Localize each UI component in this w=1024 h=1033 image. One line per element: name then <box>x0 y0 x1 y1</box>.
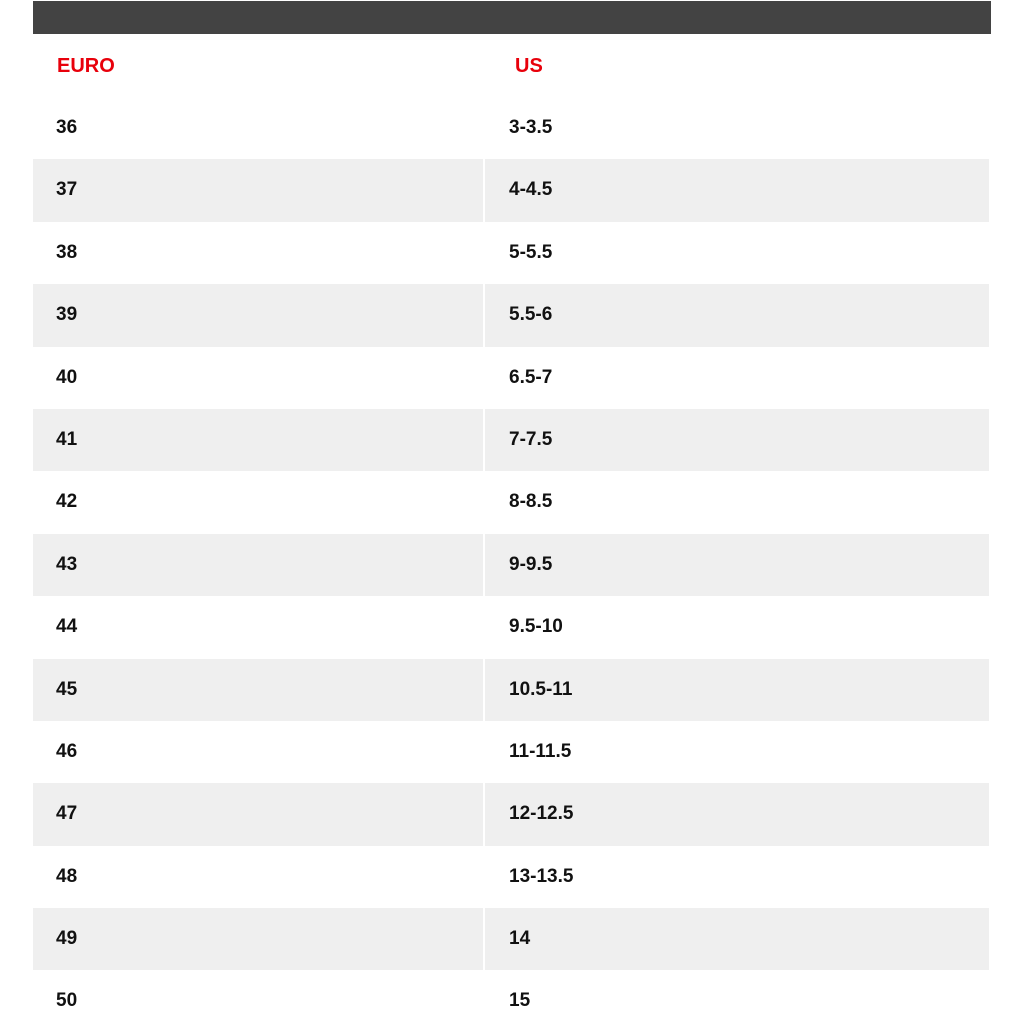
table-row <box>33 596 989 658</box>
table-row <box>33 908 989 970</box>
us-size-cell: 6.5-7 <box>509 366 553 388</box>
euro-size-cell: 46 <box>56 740 78 762</box>
us-size-cell: 13-13.5 <box>509 865 574 887</box>
table-row <box>33 721 989 783</box>
table-row <box>33 222 989 284</box>
euro-size-cell: 38 <box>56 241 78 263</box>
us-size-cell: 12-12.5 <box>485 783 989 845</box>
table-row <box>33 284 989 346</box>
euro-size-cell: 47 <box>33 783 483 845</box>
table-row <box>33 159 989 221</box>
euro-column-header: EURO <box>57 55 115 77</box>
us-size-cell: 4-4.5 <box>485 159 989 221</box>
us-size-cell: 7-7.5 <box>485 409 989 471</box>
top-bar <box>33 1 991 34</box>
table-row <box>33 97 989 159</box>
table-row <box>33 471 989 533</box>
us-size-cell: 10.5-11 <box>485 659 989 721</box>
us-size-cell: 5-5.5 <box>509 241 553 263</box>
euro-size-cell: 44 <box>56 616 78 638</box>
table-row <box>33 783 989 845</box>
table-header <box>33 36 989 97</box>
euro-size-cell: 37 <box>33 159 483 221</box>
us-size-cell: 8-8.5 <box>509 491 553 513</box>
size-table <box>33 97 989 1033</box>
table-row <box>33 534 989 596</box>
euro-size-cell: 41 <box>33 409 483 471</box>
euro-size-cell: 49 <box>33 908 483 970</box>
euro-size-cell: 39 <box>33 284 483 346</box>
table-row <box>33 659 989 721</box>
us-column-header: US <box>515 55 543 77</box>
table-row <box>33 846 989 908</box>
us-size-cell: 9-9.5 <box>485 534 989 596</box>
us-size-cell: 3-3.5 <box>509 117 553 138</box>
euro-size-cell: 50 <box>56 990 78 1012</box>
us-size-cell: 9.5-10 <box>509 616 563 638</box>
us-size-cell: 15 <box>509 990 531 1012</box>
us-size-cell: 14 <box>485 908 989 970</box>
euro-size-cell: 36 <box>56 117 78 138</box>
table-row <box>33 347 989 409</box>
us-size-cell: 11-11.5 <box>509 740 572 762</box>
euro-size-cell: 45 <box>33 659 483 721</box>
table-row <box>33 409 989 471</box>
euro-size-cell: 43 <box>33 534 483 596</box>
euro-size-cell: 42 <box>56 491 78 513</box>
euro-size-cell: 40 <box>56 366 78 388</box>
us-size-cell: 5.5-6 <box>485 284 989 346</box>
euro-size-cell: 48 <box>56 865 78 887</box>
